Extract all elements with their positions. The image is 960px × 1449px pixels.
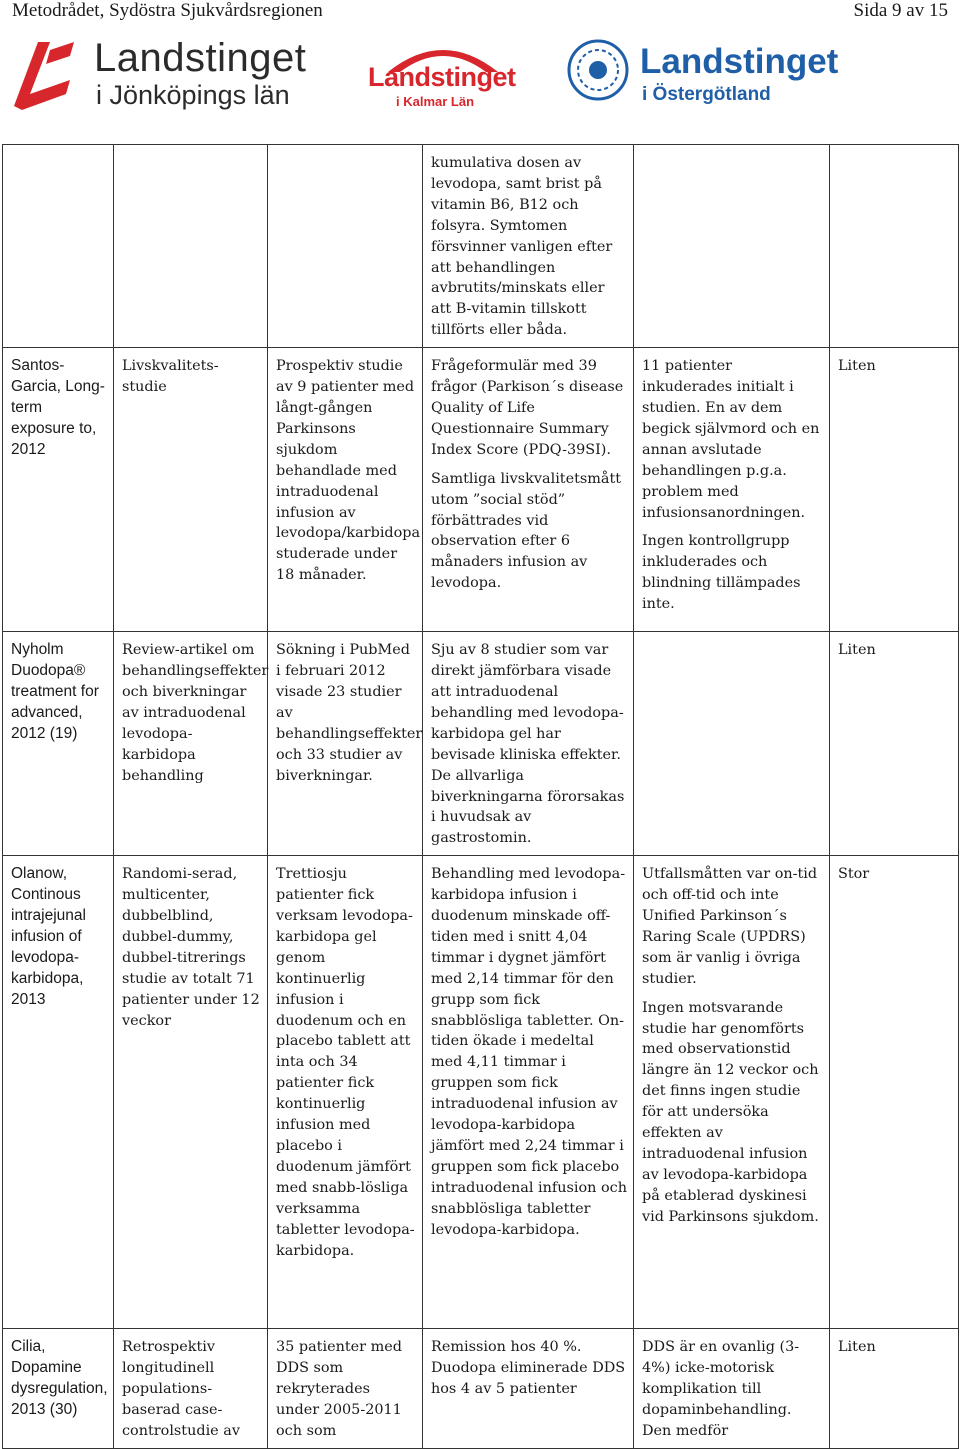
comment-paragraph: Utfallsmåtten var on-tid och off-tid och inte Unified Parkinson´s Raring Scale (UPDRS) som är vanlig i övriga studier.	[642, 866, 818, 987]
cell-study-type	[114, 145, 268, 348]
cell-study-type: Livskvalitets-studie	[114, 348, 268, 632]
cell-comments	[634, 856, 830, 1329]
jonkoping-logo-line1: Landstinget	[94, 36, 307, 80]
cell-comments	[634, 632, 830, 856]
ostergotland-logo-line2: i Östergötland	[642, 84, 771, 105]
cell-evidence: Stor	[830, 856, 959, 1329]
table-row	[3, 348, 959, 632]
ostergotland-emblem-icon	[566, 38, 630, 102]
outcome-paragraph: Frågeformulär med 39 frågor (Parkison´s disease Quality of Life Questionnaire Summary Index Score (PDQ-39SI).	[431, 358, 624, 458]
page-number: Sida 9 av 15	[853, 0, 948, 21]
cell-outcome	[423, 856, 634, 1329]
outcome-paragraph: Samtliga livskvalitetsmått utom ”social stöd” förbättrades vid observation efter 6 månaders infusion av levodopa.	[431, 470, 622, 592]
cell-reference: Santos-Garcia, Long-term exposure to, 2012	[3, 348, 114, 632]
cell-comments	[634, 145, 830, 348]
cell-evidence: Liten	[830, 632, 959, 856]
outcome-paragraph: Behandling med levodopa-karbidopa infusion i duodenum minskade off-tiden med i snitt 4,04 timmar i dygnet jämfört med 2,14 timmar för den grupp som fick snabblösliga tabletter. On-tiden ökade i medeltal med 4,11 timmar i gruppen som fick intraduodenal infusion av levodopa-karbidopa jämfört med 2,24 timmar i gruppen som fick placebo intraduodenal infusion och snabblösliga tabletter levodopa-karbidopa.	[431, 866, 627, 1238]
logo-landstinget-kalmar	[368, 34, 518, 114]
cell-study-type: Retrospektiv longitudinell populations-baserad case-controlstudie av	[114, 1329, 268, 1449]
cell-evidence	[830, 145, 959, 348]
cell-study-type: Randomi-serad, multicenter, dubbelblind, dubbel-dummy, dubbel-titrerings studie av totalt 71 patienter under 12 veckor	[114, 856, 268, 1329]
cell-outcome	[423, 145, 634, 348]
table-row	[3, 632, 959, 856]
cell-comments	[634, 1329, 830, 1449]
outcome-paragraph: Sju av 8 studier som var direkt jämförbara visade att intraduodenal behandling med levodopa-karbidopa gel har bevisade kliniska effekter. De allvarliga biverkningarna förorsakas i huvudsak av gastrostomin.	[431, 642, 625, 847]
cell-reference: Olanow, Continous intrajejunal infusion of levodopa-karbidopa, 2013	[3, 856, 114, 1329]
cell-outcome	[423, 1329, 634, 1449]
cell-reference	[3, 145, 114, 348]
study-table	[2, 144, 959, 1449]
header-left: Metodrådet, Sydöstra Sjukvårdsregionen	[12, 0, 323, 21]
logo-landstinget-jonkoping	[10, 34, 340, 114]
cell-outcome	[423, 632, 634, 856]
cell-evidence: Liten	[830, 348, 959, 632]
kalmar-logo-line2: i Kalmar Län	[396, 94, 475, 109]
kalmar-logo-line1: Landstinget	[368, 62, 516, 92]
cell-population: Prospektiv studie av 9 patienter med långt-gången Parkinsons sjukdom behandlade med intraduodenal infusion av levodopa/karbidopa studerade under 18 månader.	[268, 348, 423, 632]
cell-outcome	[423, 348, 634, 632]
cell-population	[268, 145, 423, 348]
jonkoping-logo-line2: i Jönköpings län	[96, 80, 290, 110]
cell-population: Trettiosju patienter fick verksam levodopa-karbidopa gel genom kontinuerlig infusion i duodenum och en placebo tablett att inta och 34 patienter fick kontinuerlig infusion med placebo i duodenum jämfört med snabb-lösliga verksamma tabletter levodopa-karbidopa.	[268, 856, 423, 1329]
cell-evidence: Liten	[830, 1329, 959, 1449]
comment-paragraph: 11 patienter inkuderades initialt i studien. En av dem begick självmord och en annan avslutade behandlingen p.g.a. problem med infusionsanordningen.	[642, 358, 820, 521]
table-row	[3, 856, 959, 1329]
cell-comments	[634, 348, 830, 632]
cell-reference: Nyholm Duodopa® treatment for advanced, 2012 (19)	[3, 632, 114, 856]
ostergotland-logo-line1: Landstinget	[640, 42, 839, 81]
jonkoping-emblem-icon	[10, 36, 76, 112]
cell-population: 35 patienter med DDS som rekryterades under 2005-2011 och som	[268, 1329, 423, 1449]
cell-study-type: Review-artikel om behandlingseffekter och biverkningar av intraduodenal levodopa-karbidopa behandling	[114, 632, 268, 856]
outcome-paragraph: kumulativa dosen av levodopa, samt brist på vitamin B6, B12 och folsyra. Symtomen försvinner vanligen efter att behandlingen avbrutits/minskats eller att B-vitamin tillskott tillförts eller båda.	[431, 155, 613, 339]
cell-population: Sökning i PubMed i februari 2012 visade 23 studier av behandlingseffekter och 33 studier av biverkningar.	[268, 632, 423, 856]
cell-reference: Cilia, Dopamine dysregulation, 2013 (30)	[3, 1329, 114, 1449]
table-row	[3, 1329, 959, 1449]
comment-paragraph: Ingen motsvarande studie har genomförts med observationstid längre än 12 veckor och det finns ingen studie för att undersöka effekten av intraduodenal infusion av levodopa-karbidopa på etablerad dyskinesi vid Parkinsons sjukdom.	[642, 999, 819, 1225]
outcome-paragraph: Remission hos 40 %. Duodopa eliminerade DDS hos 4 av 5 patienter	[431, 1339, 626, 1398]
logo-landstinget-ostergotland	[566, 34, 858, 114]
table-row	[3, 145, 959, 348]
comment-paragraph: Ingen kontrollgrupp inkluderades och blindning tillämpades inte.	[642, 533, 801, 613]
comment-paragraph: DDS är en ovanlig (3-4%) icke-motorisk komplikation till dopaminbehandling. Den medför	[642, 1339, 800, 1439]
